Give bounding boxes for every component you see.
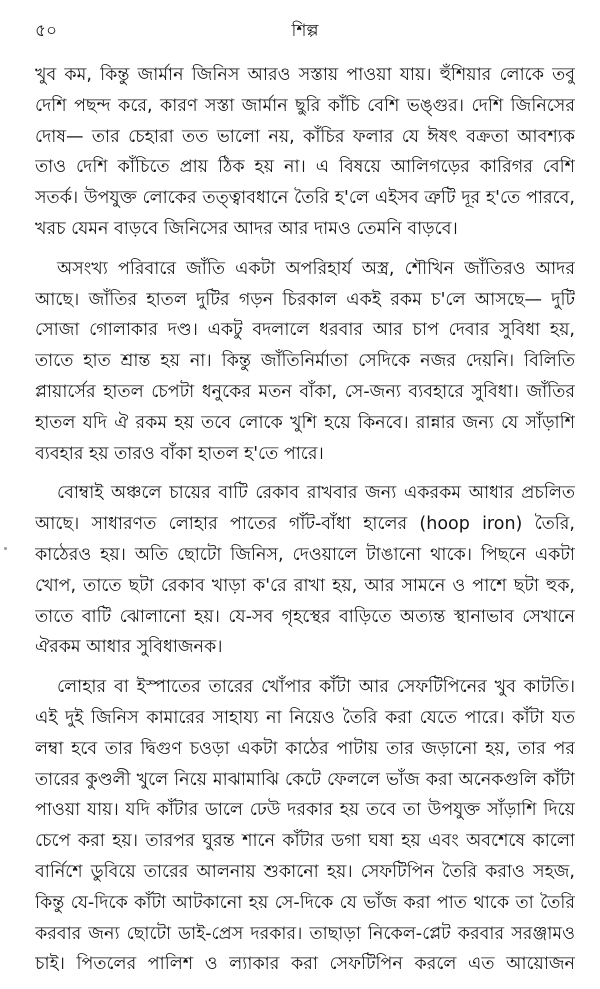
paragraph-3: [35, 478, 575, 663]
running-title: শিল্প: [291, 21, 319, 41]
text-line: তাও দেশি কাঁচিতে প্রায় ঠিক হয় না। এ বিষয়ে আলিগড়ের কারিগর বেশি: [35, 157, 575, 178]
text-line: তাতে হাত শ্রান্ত হয় না। কিন্তু জাঁতিনির্মাতা সেদিকে নজর দেয়নি। বিলিতি: [35, 351, 575, 372]
text-line: দোষ— তার চেহারা তত ভালো নয়, কাঁচির ফলার যে ঈষৎ বক্রতা আবশ্যক: [35, 126, 575, 147]
text-line: ঐরকম আধার সুবিধাজনক।: [35, 637, 223, 658]
text-line: খরচ যেমন বাড়বে জিনিসের আদর আর দামও তেমনি বাড়বে।: [35, 218, 458, 239]
text-line: অসংখ্য পরিবারে জাঁতি একটা অপরিহার্য অস্ত্র, শৌখিন জাঁতিরও আদর: [57, 258, 575, 279]
text-line: প্লায়ার্সের হাতল চেপটা ধনুকের মতন বাঁকা, সে-জন্য ব্যবহারে সুবিধা। জাঁতির: [35, 381, 575, 402]
text-line: হাতল যদি ঐ রকম হয় তবে লোকে খুশি হয়ে কিনবে। রান্নার জন্য যে সাঁড়াশি: [35, 412, 575, 433]
text-line: ব্যবহার হয় তারও বাঁকা হাতল হ'তে পারে।: [35, 443, 324, 464]
text-line: আছে। সাধারণত লোহার পাতের গাঁট-বাঁধা হালের (hoop iron) তৈরি,: [35, 514, 575, 535]
paragraph-1: [35, 60, 575, 245]
text-line: চেপে করা হয়। তারপর ঘুরন্ত শানে কাঁটার ডগা ঘষা হয় এবং অবশেষে কালো: [35, 831, 575, 852]
paragraph-2: [35, 254, 575, 470]
running-header: [35, 18, 575, 44]
paragraph-4: [35, 672, 575, 980]
text-line: সোজা গোলাকার দণ্ড। একটু বদলালে ধরবার আর চাপ দেবার সুবিধা হয়,: [35, 320, 575, 341]
text-line: সতর্ক। উপযুক্ত লোকের তত্ত্বাবধানে তৈরি হ'লে এইসব ত্রুটি দূর হ'তে পারবে,: [35, 188, 575, 209]
text-line: খুব কম, কিন্তু জার্মান জিনিস আরও সস্তায় পাওয়া যায়। হুঁশিয়ার লোকে তবু: [35, 65, 575, 85]
text-line: কিন্তু যে-দিকে কাঁটা আটকানো হয় সে-দিকে যে ভাঁজ করা পাত থাকে তা তৈরি: [35, 892, 575, 913]
text-line: আছে। জাঁতির হাতল দুটির গড়ন চিরকাল একই রকম চ'লে আসছে— দুটি: [35, 289, 575, 310]
text-line: বোম্বাই অঞ্চলে চায়ের বাটি রেকাব রাখবার জন্য একরকম আধার প্রচলিত: [57, 483, 575, 504]
text-line: এই দুই জিনিস কামারের সাহায্য না নিয়েও তৈরি করা যেতে পারে। কাঁটা যত: [35, 707, 575, 728]
text-line: খোপ, তাতে ছটা রেকাব খাড়া ক'রে রাখা হয়, আর সামনে ও পাশে ছটা হুক,: [35, 575, 575, 596]
text-line: লোহার বা ইস্পাতের তারের খোঁপার কাঁটা আর সেফটিপিনের খুব কাটতি।: [57, 677, 575, 698]
body-text: [35, 60, 575, 989]
text-line: লম্বা হবে তার দ্বিগুণ চওড়া একটা কাঠের পাটায় তার জড়ানো হয়, তার পর: [35, 738, 575, 759]
text-line: দেশি পছন্দ করে, কারণ সস্তা জার্মান ছুরি কাঁচি বেশি ভঙ্গুর। দেশি জিনিসের: [35, 95, 575, 116]
text-line: তারের কুণ্ডলী খুলে নিয়ে মাঝামাঝি কেটে ফেললে ভাঁজ করা অনেকগুলি কাঁটা: [35, 769, 575, 790]
text-line: তাতে বাটি ঝোলানো হয়। যে-সব গৃহস্থের বাড়িতে অত্যন্ত স্থানাভাব সেখানে: [35, 606, 575, 627]
text-line: কাঠেরও হয়। অতি ছোটো জিনিস, দেওয়ালে টাঙানো থাকে। পিছনে একটা: [35, 544, 575, 565]
page-number: ৫০: [35, 21, 58, 41]
text-line: চাই। পিতলের পালিশ ও ল্যাকার করা সেফটিপিন করলে এত আয়োজন: [35, 954, 575, 975]
text-line: করবার জন্য ছোটো ডাই-প্রেস দরকার। তাছাড়া নিকেল-প্লেট করবার সরঞ্জামও: [35, 923, 575, 944]
text-line: বার্নিশে ডুবিয়ে তারের আলনায় শুকানো হয়। সেফটিপিন তৈরি করাও সহজ,: [35, 861, 575, 882]
scan-speck: [4, 547, 7, 550]
text-line: পাওয়া যায়। যদি কাঁটার ডালে ঢেউ দরকার হয় তবে তা উপযুক্ত সাঁড়াশি দিয়ে: [35, 800, 575, 821]
